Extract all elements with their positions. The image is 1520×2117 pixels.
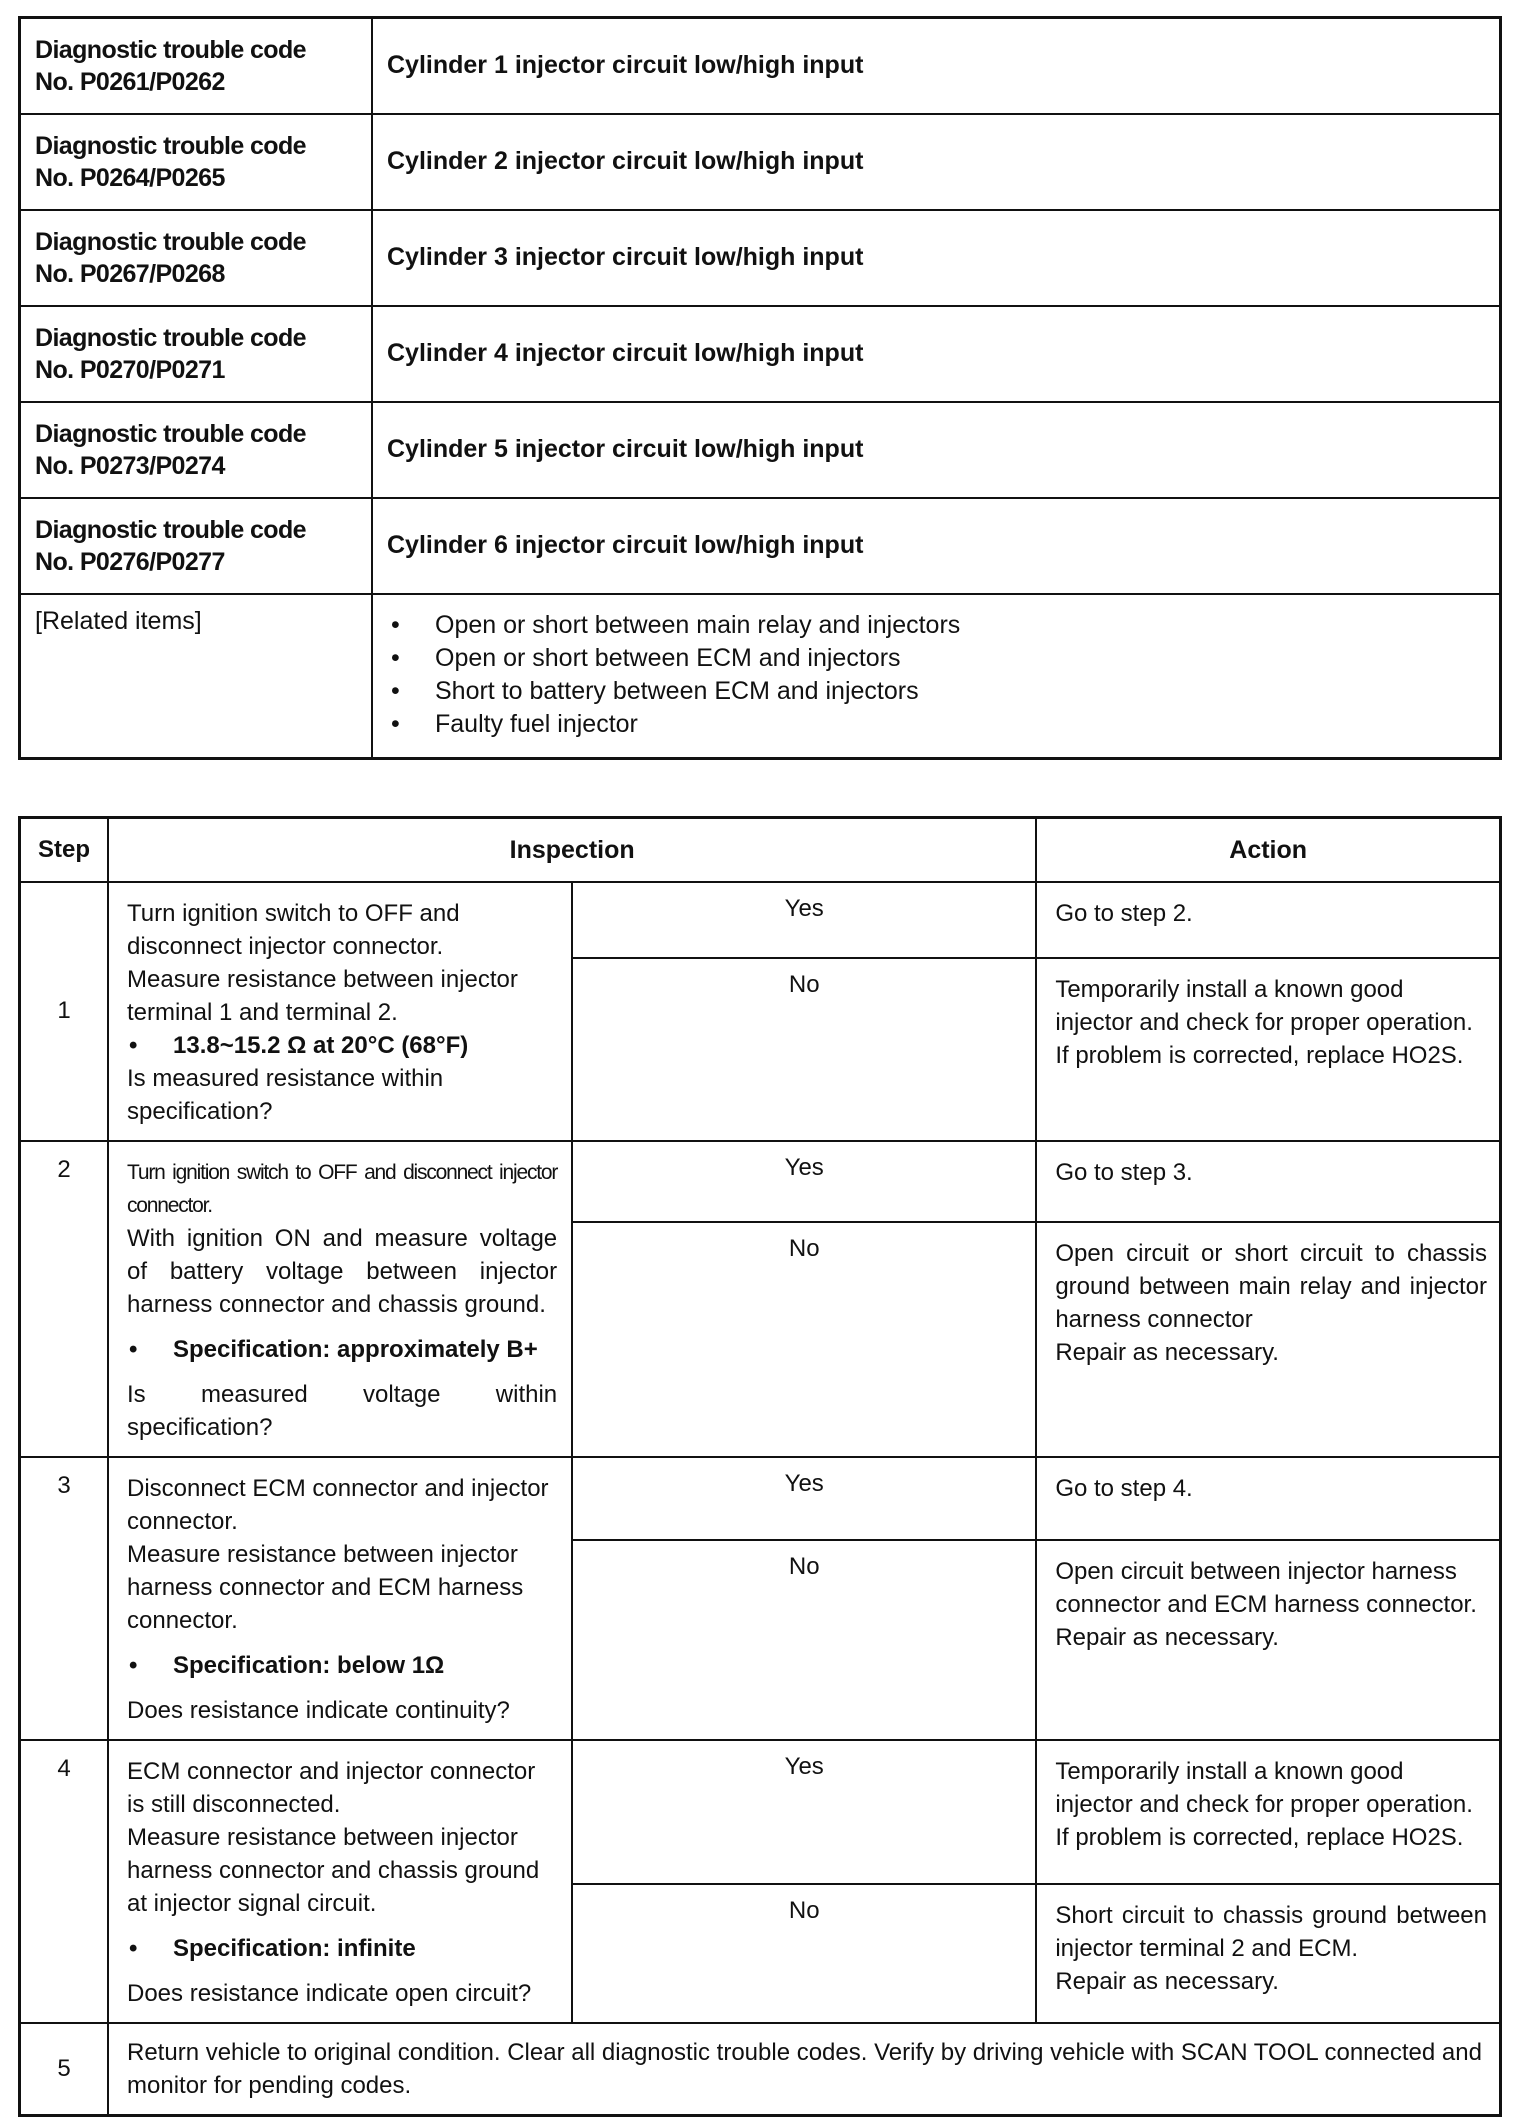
dtc-code-cell [20,210,373,306]
dtc-code-number: No. P0267/P0268 [35,259,225,288]
specification: • Specification: below 1Ω [127,1649,557,1682]
specification: • Specification: infinite [127,1932,557,1965]
dtc-row [20,306,1501,402]
action-line: Open circuit between injector harness connector and ECM harness connector. [1055,1557,1477,1618]
step-number: 3 [20,1457,109,1740]
related-item: • Short to battery between ECM and injectors [387,675,1485,708]
no-label: No [572,958,1036,1141]
inspection-text [108,1141,572,1457]
no-action [1036,1540,1500,1740]
inspection-question: Is measured resistance within specification? [127,1065,444,1125]
dtc-row [20,210,1501,306]
inspection-header: Inspection [108,818,1036,883]
dtc-code-number: No. P0276/P0277 [35,547,225,576]
dtc-code-cell [20,18,373,114]
dtc-code-label: Diagnostic trouble code [35,227,306,256]
yes-label: Yes [572,882,1036,958]
related-item: • Open or short between ECM and injectors [387,642,1485,675]
action-line: Repair as necessary. [1055,1339,1279,1367]
dtc-code-label: Diagnostic trouble code [35,419,306,448]
dtc-table [18,16,1502,760]
dtc-code-cell [20,114,373,210]
yes-label: Yes [572,1740,1036,1884]
inspection-question: Does resistance indicate continuity? [127,1697,510,1724]
step-row-3-yes [20,1457,1501,1540]
no-label: No [572,1222,1036,1457]
dtc-code-cell [20,306,373,402]
inspection-line: Measure resistance between injector harness connector and ECM harness connector. [127,1541,524,1634]
dtc-code-number: No. P0273/P0274 [35,451,225,480]
inspection-line: ECM connector and injector connector is still disconnected. [127,1758,536,1818]
step-row-4-yes [20,1740,1501,1884]
final-step-text: Return vehicle to original condition. Clear all diagnostic trouble codes. Verify by driving vehicle with SCAN TOOL connected and monitor for pending codes. [108,2023,1501,2116]
specification: • Specification: approximately B+ [127,1333,557,1366]
no-label: No [572,1884,1036,2023]
step-number: 1 [20,882,109,1141]
dtc-code-label: Diagnostic trouble code [35,515,306,544]
step-number: 2 [20,1141,109,1457]
inspection-line: Measure resistance between injector terminal 1 and terminal 2. [127,966,518,1026]
dtc-description: Cylinder 4 injector circuit low/high input [372,306,1501,402]
no-action [1036,1222,1500,1457]
dtc-row [20,18,1501,114]
inspection-text [108,1740,572,2023]
related-item: • Open or short between main relay and injectors [387,609,1485,642]
inspection-header-row [20,818,1501,883]
step-number: 5 [20,2023,109,2116]
inspection-line: Turn ignition switch to OFF and disconnect injector connector. [127,1161,558,1217]
related-items-row [20,594,1501,759]
related-items-cell [372,594,1501,759]
dtc-description: Cylinder 2 injector circuit low/high input [372,114,1501,210]
step-row-5 [20,2023,1501,2116]
action-line: Repair as necessary. [1055,1623,1279,1651]
dtc-description: Cylinder 6 injector circuit low/high input [372,498,1501,594]
dtc-code-number: No. P0270/P0271 [35,355,225,384]
inspection-table [18,816,1502,2117]
no-action [1036,1884,1500,2023]
inspection-text [108,882,572,1141]
dtc-row [20,498,1501,594]
dtc-description: Cylinder 5 injector circuit low/high input [372,402,1501,498]
dtc-code-number: No. P0264/P0265 [35,163,225,192]
dtc-code-cell [20,402,373,498]
inspection-line: Disconnect ECM connector and injector connector. [127,1475,549,1535]
related-items-label: [Related items] [20,594,373,759]
specification: • 13.8~15.2 Ω at 20°C (68°F) [127,1029,557,1062]
action-line: Short circuit to chassis ground between injector terminal 2 and ECM. [1055,1902,1487,1963]
action-line: Repair as necessary. [1055,1968,1279,1996]
inspection-question: Does resistance indicate open circuit? [127,1980,532,2007]
action-line: Temporarily install a known good injector and check for proper operation. [1055,975,1473,1036]
dtc-description: Cylinder 3 injector circuit low/high input [372,210,1501,306]
dtc-code-label: Diagnostic trouble code [35,323,306,352]
dtc-row [20,402,1501,498]
yes-action [1036,1740,1500,1884]
yes-label: Yes [572,1141,1036,1222]
dtc-code-cell [20,498,373,594]
inspection-line: With ignition ON and measure voltage of battery voltage between injector harness connector and chassis ground. [127,1225,558,1318]
action-header: Action [1036,818,1500,883]
action-line: If problem is corrected, replace HO2S. [1055,1041,1464,1069]
no-action [1036,958,1500,1141]
inspection-line: Turn ignition switch to OFF and disconnect injector connector. [127,900,460,960]
yes-action: Go to step 4. [1036,1457,1500,1540]
yes-action: Go to step 3. [1036,1141,1500,1222]
dtc-code-label: Diagnostic trouble code [35,131,306,160]
inspection-text [108,1457,572,1740]
dtc-description: Cylinder 1 injector circuit low/high input [372,18,1501,114]
step-row-1-yes [20,882,1501,958]
dtc-code-label: Diagnostic trouble code [35,35,306,64]
step-header: Step [20,818,109,883]
step-number: 4 [20,1740,109,2023]
no-label: No [572,1540,1036,1740]
action-line: If problem is corrected, replace HO2S. [1055,1824,1464,1851]
yes-action: Go to step 2. [1036,882,1500,958]
dtc-row [20,114,1501,210]
action-line: Temporarily install a known good injector and check for proper operation. [1055,1758,1473,1818]
dtc-code-number: No. P0261/P0262 [35,67,225,96]
step-row-2-yes [20,1141,1501,1222]
inspection-question: Is measured voltage within specification? [127,1381,558,1441]
inspection-line: Measure resistance between injector harness connector and chassis ground at injector signal circuit. [127,1824,540,1917]
action-line: Open circuit or short circuit to chassis ground between main relay and injector harness connector [1055,1240,1487,1334]
yes-label: Yes [572,1457,1036,1540]
related-item: • Faulty fuel injector [387,708,1485,741]
related-items-list [387,609,1485,741]
